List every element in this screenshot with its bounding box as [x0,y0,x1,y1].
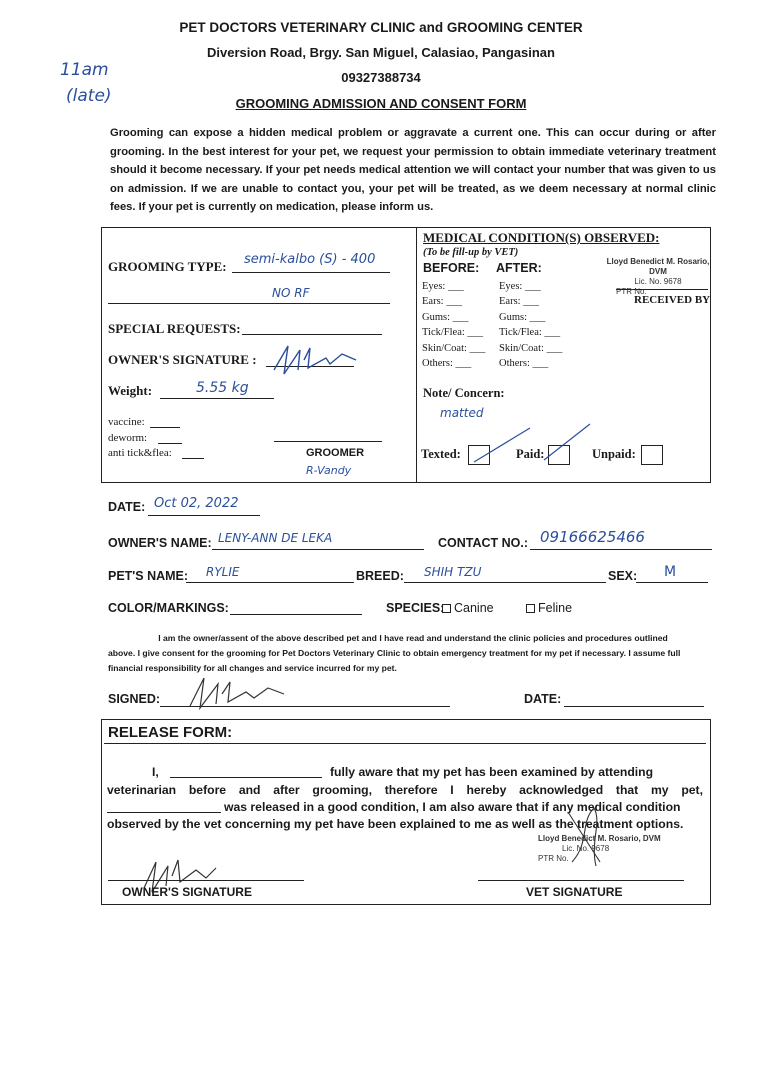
medical-subtitle: (To be fill-up by VET) [423,247,519,258]
canine-checkbox[interactable] [442,604,451,613]
signed-signature [180,672,290,714]
stamp-lic: Lic. No. 9678 [634,277,682,286]
color-label: COLOR/MARKINGS: [108,601,229,615]
grooming-type-value[interactable]: semi-kalbo (S) - 400 [244,252,376,267]
clinic-name: PET DOCTORS VETERINARY CLINIC and GROOMING CENTER [179,20,583,35]
weight-line [160,398,274,399]
breed-label: BREED: [356,569,404,583]
grooming-type-line-2 [108,303,390,304]
release-title: RELEASE FORM: [108,724,233,741]
margin-note-time: 11am [60,60,109,80]
form-title: GROOMING ADMISSION AND CONSENT FORM [235,96,527,111]
consent-line-2: above. I give consent for the grooming for Pet Doctors Veterinary Clinic to obtain emergency treatment for my pet if necessary. I assume full [108,648,681,658]
release-stamp-lic: Lic. No. 9678 [562,844,610,853]
paid-label: Paid: [516,447,545,461]
consent-date-label: DATE: [524,692,562,706]
clinic-phone: 09327388734 [341,70,421,85]
before-label: BEFORE: [423,261,480,275]
anti-tick-label: anti tick&flea: [108,447,172,459]
owner-name-line [212,549,424,550]
before-item[interactable]: Ears: ___ [422,296,462,308]
stamp-name: Lloyd Benedict M. Rosario, DVM [606,257,710,276]
payment-checkmarks [460,420,600,468]
margin-note-status: (late) [66,86,112,106]
canine-label: Canine [454,601,494,615]
before-list [422,279,485,371]
received-by-line[interactable] [616,289,708,290]
owner-signature-label: OWNER'S SIGNATURE : [108,352,257,367]
groomer-value[interactable]: R-Vandy [306,464,352,477]
release-line1-b: fully aware that my pet has been examined by attending [330,765,654,779]
release-stamp-ptr: PTR No. [538,854,569,863]
vet-release-sig-line[interactable] [478,880,684,881]
weight-label: Weight: [108,383,153,398]
clinic-address: Diversion Road, Brgy. San Miguel, Calasiao, Pangasinan [207,45,555,60]
signed-label: SIGNED: [108,692,161,706]
groomer-label: GROOMER [306,447,365,459]
grooming-type-line [232,272,390,273]
consent-date-line[interactable] [564,706,704,707]
owner-release-sig-label: OWNER'S SIGNATURE [122,885,252,899]
received-by-label: RECEIVED BY [634,294,711,306]
feline-checkbox[interactable] [526,604,535,613]
release-line1-a: I, [152,765,159,779]
owner-name-label: OWNER'S NAME: [108,536,212,550]
pet-name-value[interactable]: RYLIE [206,565,240,579]
special-requests-label: SPECIAL REQUESTS: [108,321,241,336]
anti-tick-line[interactable] [182,458,204,459]
breed-line [404,582,606,583]
contact-label: CONTACT NO.: [438,536,529,550]
before-item[interactable]: Eyes: ___ [422,281,464,292]
owner-signature-scribble [270,340,360,380]
after-item[interactable]: Gums: ___ [499,311,546,323]
stamp-ptr: PTR No. [616,287,647,296]
date-line [148,515,260,516]
unpaid-checkbox[interactable] [641,445,663,465]
vaccine-label: vaccine: [108,416,145,428]
box-divider [416,227,417,483]
consent-line-1: I am the owner/assent of the above described pet and I have read and understand the clinic policies and procedures outlined [158,633,668,643]
breed-value[interactable]: SHIH TZU [424,565,482,579]
sex-label: SEX: [608,569,638,583]
deworm-line[interactable] [158,443,182,444]
grooming-type-label: GROOMING TYPE: [108,259,227,274]
before-item[interactable]: Gums: ___ [422,311,469,323]
intro-paragraph: Grooming can expose a hidden medical problem or aggravate a current one. This can occur during or after grooming. In the best interest for your pet, we request your permission to obtain immediate veterinary treatment should it become necessary. If your pet needs medical attention we will contact your number that was given to us on admission. If we are unable to contact you, your pet will be treated, as we deem necessary at normal clinic fees. If your pet is currently on medication, please inform us. [110,127,716,214]
release-line2: veterinarian before and after grooming, therefore I hereby acknowledged that my pet, [107,783,703,797]
pet-name-line [186,582,354,583]
vet-release-sig-label: VET SIGNATURE [526,885,623,899]
contact-value[interactable]: 09166625466 [540,528,645,546]
after-item[interactable]: Others: ___ [499,358,549,370]
contact-line [530,549,712,550]
owner-release-sig-line[interactable] [108,880,304,881]
release-pet-line[interactable] [107,812,221,813]
before-item[interactable]: Tick/Flea: ___ [422,327,484,339]
special-requests-line[interactable] [242,334,382,335]
before-item[interactable]: Others: ___ [422,358,472,370]
note-label: Note/ Concern: [423,386,505,400]
unpaid-label: Unpaid: [592,447,636,461]
after-item[interactable]: Eyes: ___ [499,281,541,292]
medical-title: MEDICAL CONDITION(S) OBSERVED: [423,230,660,245]
sex-line [636,582,708,583]
vet-release-signature [560,802,610,872]
owner-name-value[interactable]: LENY-ANN DE LEKA [218,531,333,545]
vaccine-line[interactable] [150,427,180,428]
consent-line-3: financial responsibility for all changes and service incurred for my pet. [108,663,397,673]
date-label: DATE: [108,500,146,514]
pet-name-label: PET'S NAME: [108,569,189,583]
release-title-line [104,743,706,744]
sex-value[interactable]: M [664,564,677,580]
deworm-label: deworm: [108,432,148,444]
release-stamp-name: Lloyd Benedict M. Rosario, DVM [538,834,661,843]
after-item[interactable]: Skin/Coat: ___ [499,342,563,354]
note-value[interactable]: matted [440,406,484,420]
vet-stamp [604,257,712,297]
after-item[interactable]: Tick/Flea: ___ [499,327,561,339]
release-name-line[interactable] [170,777,322,778]
species-label: SPECIES: [386,601,445,615]
release-line3: was released in a good condition, I am also aware that if any medical condition [224,800,681,814]
color-line[interactable] [230,614,362,615]
date-value[interactable]: Oct 02, 2022 [154,496,239,511]
after-label: AFTER: [496,261,542,275]
after-list [499,279,562,371]
feline-label: Feline [538,601,573,615]
weight-value[interactable]: 5.55 kg [196,380,249,396]
groomer-line [274,441,382,442]
before-item[interactable]: Skin/Coat: ___ [422,342,486,354]
texted-label: Texted: [421,447,461,461]
release-line4: observed by the vet concerning my pet have been explained to me as well as the treatment options. [107,817,684,831]
grooming-type-value-2[interactable]: NO RF [272,286,310,300]
after-item[interactable]: Ears: ___ [499,296,539,308]
